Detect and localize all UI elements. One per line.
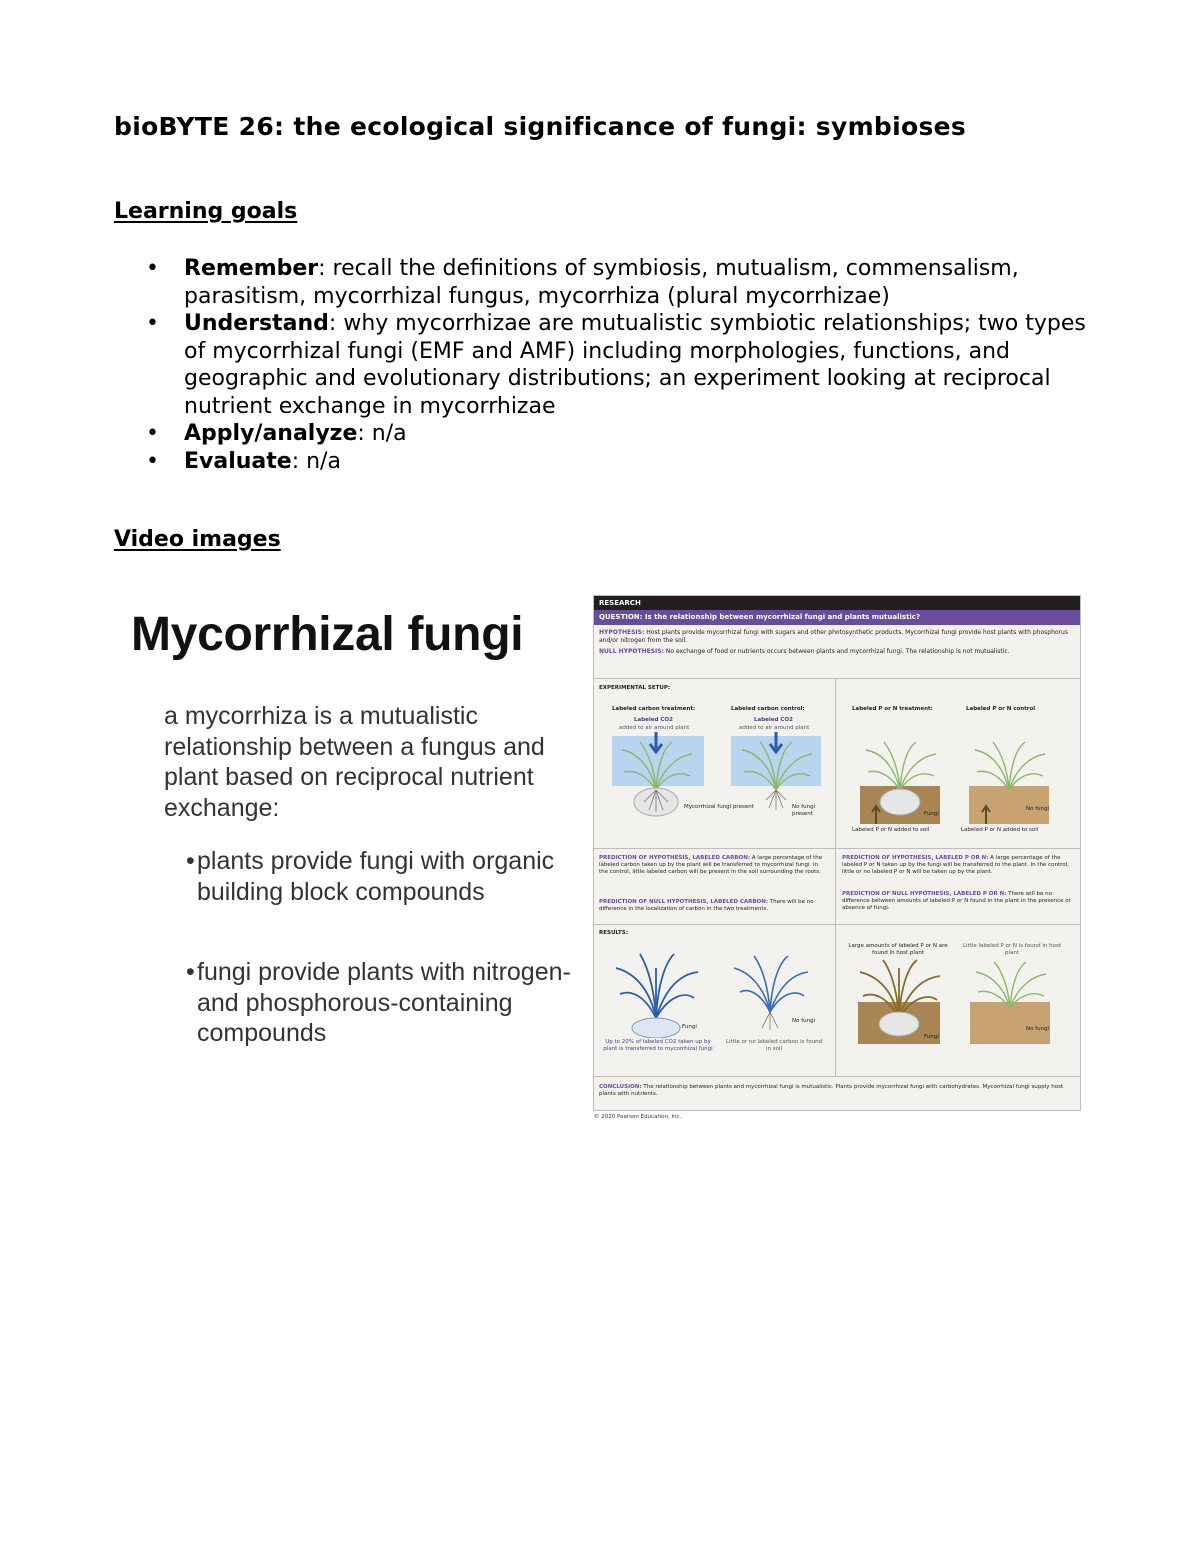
goal-item-remember bbox=[146, 255, 1106, 310]
goal-text: : recall the definitions of symbiosis, mutualism, commensalism, parasitism, mycorrhizal fungus, mycorrhiza (plural mycorrhizae) bbox=[184, 256, 1019, 309]
goal-item-understand bbox=[146, 310, 1106, 420]
result-pn-left: Large amounts of labeled P or N are found in host plant bbox=[848, 943, 948, 956]
slide-bullet-marker: • bbox=[186, 847, 195, 875]
slide-title: Mycorrhizal fungi bbox=[131, 608, 524, 661]
no-fungi-label: No fungi bbox=[1026, 806, 1050, 812]
pn-added-left: Labeled P or N added to soil bbox=[852, 827, 930, 833]
conclusion-label: CONCLUSION: bbox=[599, 1084, 642, 1090]
slide-bullet bbox=[186, 957, 576, 1049]
prediction-text: A large percentage of the labeled carbon taken up by the plant will be transferred to mycorrhizal fungi. In the control, little labeled carbon will be present in the soil surrounding the roots. bbox=[599, 855, 823, 875]
video-images-heading: Video images bbox=[114, 527, 281, 552]
goal-item-evaluate bbox=[146, 448, 1106, 476]
slide-bullet-text: plants provide fungi with organic building block compounds bbox=[197, 847, 555, 906]
added-to-air: added to air around plant bbox=[739, 725, 810, 731]
labeled-plant-icon bbox=[734, 956, 808, 1012]
roots-icon bbox=[766, 790, 786, 810]
hypothesis-label: HYPOTHESIS: bbox=[599, 629, 645, 636]
slide-bullet-text: fungi provide plants with nitrogen- and phosphorous-containing compounds bbox=[197, 958, 571, 1047]
setup-carbon-treatment: Labeled carbon treatment: bbox=[612, 706, 696, 712]
goal-label: Evaluate bbox=[184, 448, 292, 474]
result-fungi-label: Fungi bbox=[924, 1034, 939, 1040]
mycorrhizal-present-label: Mycorrhizal fungi present bbox=[684, 804, 754, 810]
air-chamber bbox=[612, 736, 704, 786]
labeled-co2: Labeled CO2 bbox=[754, 717, 793, 723]
added-to-air: added to air around plant bbox=[619, 725, 690, 731]
plant-icon bbox=[976, 962, 1046, 1008]
figure-credit: © 2020 Pearson Education, Inc. bbox=[594, 1114, 682, 1120]
results-pn-illustration bbox=[836, 958, 1080, 1054]
slide-image bbox=[114, 590, 584, 1090]
research-figure bbox=[593, 595, 1081, 1111]
result-pn-right: Little labeled P or N is found in host plant bbox=[962, 943, 1062, 956]
result-no-fungi-label: No fungi bbox=[1026, 1026, 1050, 1032]
setup-pn-control: Labeled P or N control bbox=[966, 706, 1036, 712]
figure-null-hypothesis bbox=[599, 648, 1075, 656]
setup-carbon-illustration bbox=[594, 732, 834, 846]
hypothesis-text: Host plants provide mycorrhizal fungi with sugars and other photosynthetic products. Mycorrhizal fungi provide host plants with phosphorus and/or nitrogen from the soil. bbox=[599, 629, 1068, 644]
labeled-plant-icon bbox=[616, 954, 698, 1018]
plant-icon bbox=[975, 742, 1045, 790]
figure-divider bbox=[594, 678, 1080, 679]
results-label: RESULTS: bbox=[599, 930, 628, 936]
learning-goals-heading: Learning goals bbox=[114, 199, 298, 224]
document-title: bioBYTE 26: the ecological significance of fungi: symbioses bbox=[114, 112, 967, 141]
slide-bullet bbox=[186, 846, 576, 907]
result-carbon-left: Up to 20% of labeled CO2 taken up by plant is transferred to mycorrhizal fungi bbox=[603, 1039, 713, 1052]
fungi-label: Fungi bbox=[924, 811, 939, 817]
learning-goals-list bbox=[146, 255, 1106, 475]
goal-text: : n/a bbox=[357, 421, 407, 446]
soil-block bbox=[970, 1002, 1050, 1044]
soil-block bbox=[969, 786, 1049, 824]
no-fungi-present-label: No fungi present bbox=[792, 804, 816, 817]
goal-label: Apply/analyze bbox=[184, 421, 358, 446]
setup-pn-illustration bbox=[836, 732, 1080, 828]
fungal-network bbox=[880, 789, 920, 815]
labeled-co2: Labeled CO2 bbox=[634, 717, 673, 723]
prediction-null-carbon bbox=[599, 899, 827, 913]
null-hypothesis-label: NULL HYPOTHESIS: bbox=[599, 648, 664, 655]
figure-divider bbox=[594, 924, 1080, 925]
result-fungi-label: Fungi bbox=[682, 1024, 697, 1030]
setup-carbon-control: Labeled carbon control: bbox=[731, 706, 805, 712]
pn-added-right: Labeled P or N added to soil bbox=[961, 827, 1039, 833]
figure-conclusion bbox=[599, 1084, 1075, 1098]
fungal-network bbox=[879, 1012, 919, 1036]
prediction-label: PREDICTION OF NULL HYPOTHESIS, LABELED P OR N: bbox=[842, 891, 1007, 897]
goal-label: Remember bbox=[184, 256, 319, 281]
goal-item-apply bbox=[146, 420, 1106, 448]
conclusion-text: The relationship between plants and mycorrhizal fungi is mutualistic. Plants provide mycorrhizal fungi with carbohydrates. Mycorrhizal fungi supply host plants with nutrients. bbox=[599, 1084, 1064, 1097]
prediction-pn bbox=[842, 855, 1074, 876]
prediction-text: There will be no difference between amounts of labeled P or N found in the plant in the presence or absence of fungi. bbox=[842, 891, 1071, 911]
goal-text: : n/a bbox=[291, 448, 341, 474]
figure-divider bbox=[594, 1076, 1080, 1077]
fungal-network bbox=[632, 1018, 680, 1038]
null-hypothesis-text: No exchange of food or nutrients occurs between plants and mycorrhizal fungi. The relationship is not mutualistic. bbox=[663, 648, 1010, 655]
figure-question: QUESTION: Is the relationship between mycorrhizal fungi and plants mutualistic? bbox=[594, 610, 1080, 625]
slide-bullet-marker: • bbox=[186, 958, 195, 986]
result-carbon-right: Little or no labeled carbon is found in soil bbox=[725, 1039, 823, 1052]
plant-icon bbox=[866, 742, 936, 790]
figure-header: RESEARCH bbox=[594, 596, 1080, 610]
figure-divider bbox=[594, 848, 1080, 849]
prediction-label: PREDICTION OF HYPOTHESIS, LABELED CARBON: bbox=[599, 855, 751, 861]
prediction-null-pn bbox=[842, 891, 1074, 912]
prediction-text: A large percentage of the labeled P or N taken up by the fungi will be transferred to the plant. In the control, little or no labeled P or N will be taken up by the plant. bbox=[842, 855, 1069, 875]
figure-hypothesis bbox=[599, 629, 1075, 645]
roots-icon bbox=[762, 1012, 778, 1030]
goal-text: : why mycorrhizae are mutualistic symbiotic relationships; two types of mycorrhizal fungi (EMF and AMF) including morphologies, functions, and geographic and evolutionary distributions; an experiment looking at reciprocal nutrient exchange in mycorrhizae bbox=[184, 311, 1086, 419]
goal-label: Understand bbox=[184, 311, 329, 336]
slide-intro: a mycorrhiza is a mutualistic relationship between a fungus and plant based on reciprocal nutrient exchange: bbox=[164, 702, 545, 822]
prediction-label: PREDICTION OF HYPOTHESIS, LABELED P OR N: bbox=[842, 855, 989, 861]
setup-label: EXPERIMENTAL SETUP: bbox=[599, 685, 671, 691]
prediction-label: PREDICTION OF NULL HYPOTHESIS, LABELED CARBON: bbox=[599, 899, 769, 905]
prediction-text: There will be no difference in the localization of carbon in the two treatments. bbox=[599, 899, 814, 912]
result-no-fungi-label: No fungi bbox=[792, 1018, 816, 1024]
prediction-carbon bbox=[599, 855, 827, 876]
setup-pn-treatment: Labeled P or N treatment: bbox=[852, 706, 933, 712]
